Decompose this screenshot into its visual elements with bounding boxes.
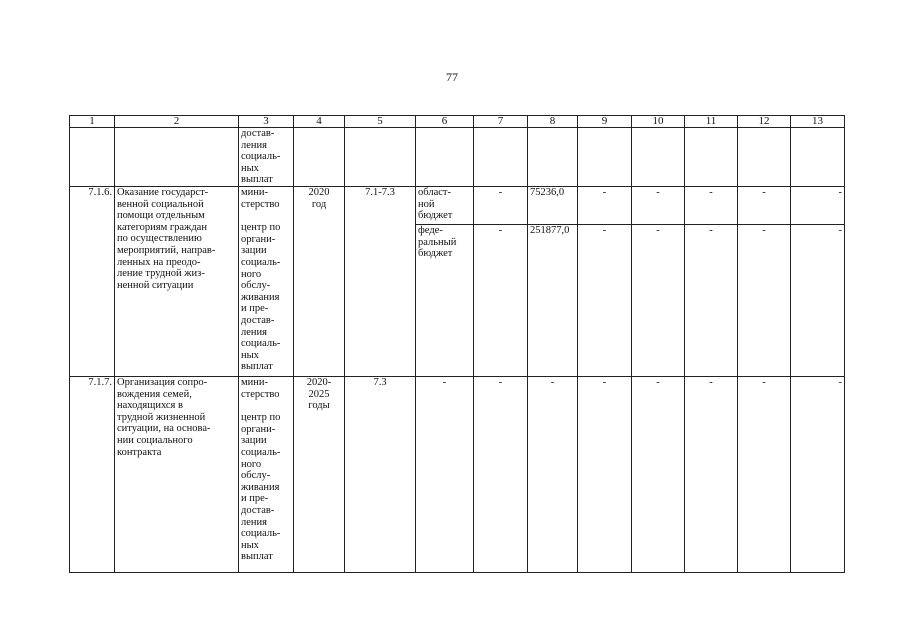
indicators: 7.1-7.3	[345, 187, 416, 377]
col-header-2: 2	[115, 116, 239, 128]
row-number: 7.1.6.	[70, 187, 115, 377]
period: 2020 год	[294, 187, 345, 377]
cell-7: -	[474, 377, 528, 573]
cell-11: -	[685, 377, 738, 573]
indicators: 7.3	[345, 377, 416, 573]
cell-12: -	[738, 225, 791, 377]
measure-name: Оказание государст- венной социальной помощи отдельным категориям граждан по осуществлению мероприятий, направ- ленных на преодо- ление трудной жиз- ненной ситуации	[115, 187, 239, 377]
col-header-4: 4	[294, 116, 345, 128]
cell-7: -	[474, 225, 528, 377]
period: 2020- 2025 годы	[294, 377, 345, 573]
table-row	[70, 377, 845, 573]
budget-table	[69, 115, 845, 573]
page-number: 77	[446, 70, 458, 84]
funding-source: област- ной бюджет	[416, 187, 474, 225]
cell-10: -	[632, 225, 685, 377]
col-header-12: 12	[738, 116, 791, 128]
row-number: 7.1.7.	[70, 377, 115, 573]
cell-9: -	[578, 187, 632, 225]
cell-7: -	[474, 187, 528, 225]
cell-11: -	[685, 225, 738, 377]
col-header-3: 3	[239, 116, 294, 128]
col-header-1: 1	[70, 116, 115, 128]
cell-8: 75236,0	[528, 187, 578, 225]
table-row	[70, 187, 845, 225]
col-header-8: 8	[528, 116, 578, 128]
col-header-9: 9	[578, 116, 632, 128]
cell-9: -	[578, 377, 632, 573]
funding-source: феде- ральный бюджет	[416, 225, 474, 377]
col-header-10: 10	[632, 116, 685, 128]
cell-11: -	[685, 187, 738, 225]
cell-8: 251877,0	[528, 225, 578, 377]
cell-12: -	[738, 377, 791, 573]
cell-9: -	[578, 225, 632, 377]
continuation-executor: достав- ления социаль- ных выплат	[239, 128, 294, 187]
cell-12: -	[738, 187, 791, 225]
cell-8: -	[528, 377, 578, 573]
col-header-11: 11	[685, 116, 738, 128]
cell-10: -	[632, 377, 685, 573]
cell-13: -	[791, 377, 845, 573]
col-header-13: 13	[791, 116, 845, 128]
column-numbers-row	[70, 116, 845, 128]
col-header-6: 6	[416, 116, 474, 128]
cell-10: -	[632, 187, 685, 225]
cell-13: -	[791, 225, 845, 377]
cell-6: -	[416, 377, 474, 573]
continuation-row	[70, 128, 845, 187]
col-header-5: 5	[345, 116, 416, 128]
col-header-7: 7	[474, 116, 528, 128]
executor: мини-стерство центр по органи- зации социаль- ного обслу- живания и пре- достав- ления социаль- ных выплат	[239, 377, 294, 573]
measure-name: Организация сопро- вождения семей, находящихся в трудной жизненной ситуации, на основа- нии социального контракта	[115, 377, 239, 573]
executor: мини-стерство центр по органи- зации социаль- ного обслу- живания и пре- достав- ления социаль- ных выплат	[239, 187, 294, 377]
cell-13: -	[791, 187, 845, 225]
